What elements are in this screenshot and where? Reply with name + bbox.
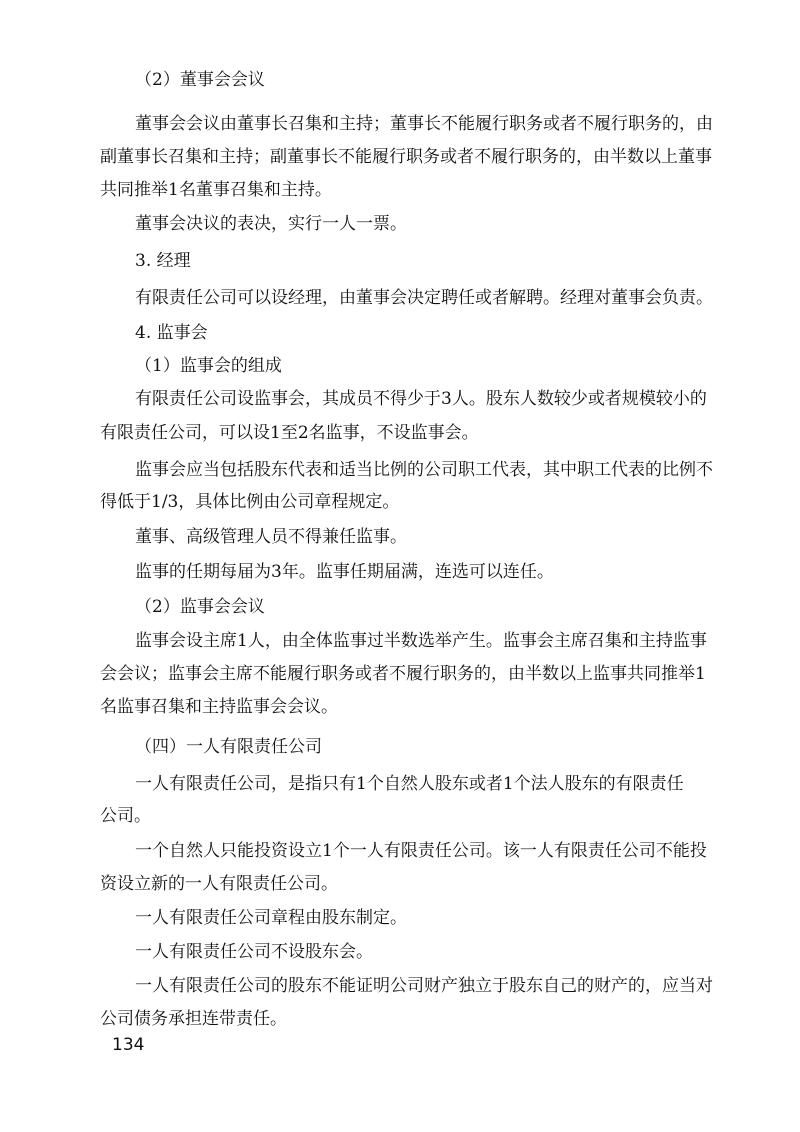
paragraph-line: 一人有限责任公司章程由股东制定。 — [135, 908, 407, 928]
subheading-supervisory-meeting: （2）监事会会议 — [135, 597, 265, 617]
paragraph-line: 监事会设主席1人，由全体监事过半数选举产生。监事会主席召集和主持监事 — [135, 631, 707, 651]
paragraph-line: 董事、高级管理人员不得兼任监事。 — [135, 527, 407, 547]
paragraph-line: 监事会应当包括股东代表和适当比例的公司职工代表，其中职工代表的比例不 — [135, 460, 713, 480]
subheading-manager: 3. 经理 — [135, 251, 191, 271]
paragraph-line: 一人有限责任公司不设股东会。 — [135, 942, 373, 962]
paragraph-line: 一人有限责任公司的股东不能证明公司财产独立于股东自己的财产的，应当对 — [135, 976, 713, 996]
paragraph-line: 副董事长召集和主持；副董事长不能履行职务或者不履行职务的，由半数以上董事 — [100, 147, 712, 167]
paragraph-line: 一个自然人只能投资设立1个一人有限责任公司。该一人有限责任公司不能投 — [135, 841, 707, 861]
section-heading-one-person-llc: （四）一人有限责任公司 — [135, 737, 322, 757]
paragraph-line: 共同推举1名董事召集和主持。 — [100, 180, 332, 200]
paragraph-line: 董事会决议的表决，实行一人一票。 — [135, 214, 407, 234]
subheading-supervisory-board: 4. 监事会 — [135, 323, 208, 343]
paragraph-line: 得低于1/3，具体比例由公司章程规定。 — [100, 492, 400, 512]
subheading-board-composition: （1）监事会的组成 — [135, 356, 282, 376]
paragraph-line: 董事会会议由董事长召集和主持；董事长不能履行职务或者不履行职务的，由 — [135, 114, 713, 134]
paragraph-line: 资设立新的一人有限责任公司。 — [100, 874, 338, 894]
paragraph-line: 监事的任期每届为3年。监事任期届满，连选可以连任。 — [135, 562, 554, 582]
page-number: 134 — [112, 1035, 145, 1055]
paragraph-line: 公司。 — [100, 806, 151, 826]
paragraph-line: 名监事召集和主持监事会会议。 — [100, 697, 338, 717]
paragraph-line: 公司债务承担连带责任。 — [100, 1009, 287, 1029]
paragraph-line: 有限责任公司可以设经理，由董事会决定聘任或者解聘。经理对董事会负责。 — [135, 288, 713, 308]
paragraph-line: 有限责任公司设监事会，其成员不得少于3人。股东人数较少或者规模较小的 — [135, 389, 707, 409]
paragraph-line: 有限责任公司，可以设1至2名监事，不设监事会。 — [100, 423, 479, 443]
paragraph-line: 会会议；监事会主席不能履行职务或者不履行职务的，由半数以上监事共同推举1 — [100, 664, 706, 684]
subheading-board-meeting: （2）董事会会议 — [135, 70, 265, 90]
paragraph-line: 一人有限责任公司，是指只有1个自然人股东或者1个法人股东的有限责任 — [135, 774, 684, 794]
